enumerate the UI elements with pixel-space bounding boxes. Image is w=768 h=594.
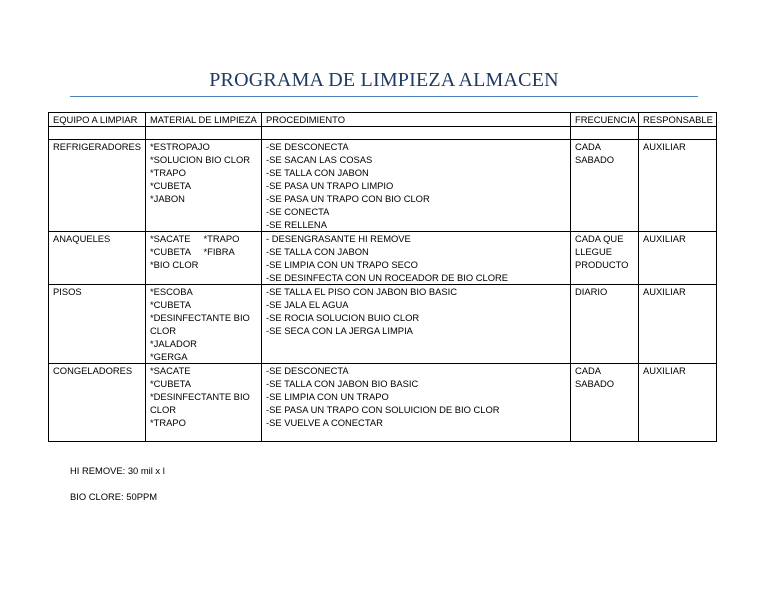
cell-material: *SACATE *TRAPO *CUBETA *FIBRA *BIO CLOR — [146, 232, 262, 285]
cell-procedimiento: -SE DESCONECTA -SE SACAN LAS COSAS -SE TALLA CON JABON -SE PASA UN TRAPO LIMPIO -SE PASA UN TRAPO CON BIO CLOR -SE CONECTA -SE RELLENA — [262, 140, 571, 232]
cell-equipo: ANAQUELES — [49, 232, 146, 285]
blank-cell — [262, 127, 571, 140]
table-row — [49, 140, 717, 232]
header-procedimiento: PROCEDIMIENTO — [262, 113, 571, 127]
header-material: MATERIAL DE LIMPIEZA — [146, 113, 262, 127]
blank-cell — [146, 127, 262, 140]
blank-cell — [571, 127, 639, 140]
header-equipo: EQUIPO A LIMPIAR — [49, 113, 146, 127]
cell-equipo: CONGELADORES — [49, 364, 146, 442]
table-header-row — [49, 113, 717, 127]
cell-equipo: PISOS — [49, 285, 146, 364]
page-title: PROGRAMA DE LIMPIEZA ALMACEN — [209, 69, 559, 91]
note-hi-remove: HI REMOVE: 30 mil x l — [70, 465, 165, 476]
cell-responsable: AUXILIAR — [639, 285, 717, 364]
table-blank-row — [49, 127, 717, 140]
cell-material: *SACATE *CUBETA *DESINFECTANTE BIO CLOR *TRAPO — [146, 364, 262, 442]
cleaning-schedule-table — [48, 112, 717, 442]
cell-equipo: REFRIGERADORES — [49, 140, 146, 232]
cell-frecuencia: CADA QUE LLEGUE PRODUCTO — [571, 232, 639, 285]
cell-responsable: AUXILIAR — [639, 140, 717, 232]
cell-procedimiento: - DESENGRASANTE HI REMOVE -SE TALLA CON JABON -SE LIMPIA CON UN TRAPO SECO -SE DESINFECTA CON UN ROCEADOR DE BIO CLORE — [262, 232, 571, 285]
table-row — [49, 232, 717, 285]
table-row — [49, 364, 717, 442]
cell-frecuencia: CADA SABADO — [571, 364, 639, 442]
cell-frecuencia: CADA SABADO — [571, 140, 639, 232]
table-row — [49, 285, 717, 364]
cell-procedimiento: -SE TALLA EL PISO CON JABON BIO BASIC -SE JALA EL AGUA -SE ROCIA SOLUCION BUIO CLOR -SE SECA CON LA JERGA LIMPIA — [262, 285, 571, 364]
cell-material: *ESCOBA *CUBETA *DESINFECTANTE BIO CLOR *JALADOR *GERGA — [146, 285, 262, 364]
cell-responsable: AUXILIAR — [639, 232, 717, 285]
header-frecuencia: FRECUENCIA — [571, 113, 639, 127]
blank-cell — [639, 127, 717, 140]
cell-procedimiento: -SE DESCONECTA -SE TALLA CON JABON BIO BASIC -SE LIMPIA CON UN TRAPO -SE PASA UN TRAPO CON SOLUICION DE BIO CLOR -SE VUELVE A CONECTAR — [262, 364, 571, 442]
blank-cell — [49, 127, 146, 140]
title-underline — [70, 96, 698, 97]
cell-frecuencia: DIARIO — [571, 285, 639, 364]
cell-material: *ESTROPAJO *SOLUCION BIO CLOR *TRAPO *CUBETA *JABON — [146, 140, 262, 232]
cell-responsable: AUXILIAR — [639, 364, 717, 442]
header-responsable: RESPONSABLE — [639, 113, 717, 127]
note-bio-clore: BIO CLORE: 50PPM — [70, 491, 158, 502]
